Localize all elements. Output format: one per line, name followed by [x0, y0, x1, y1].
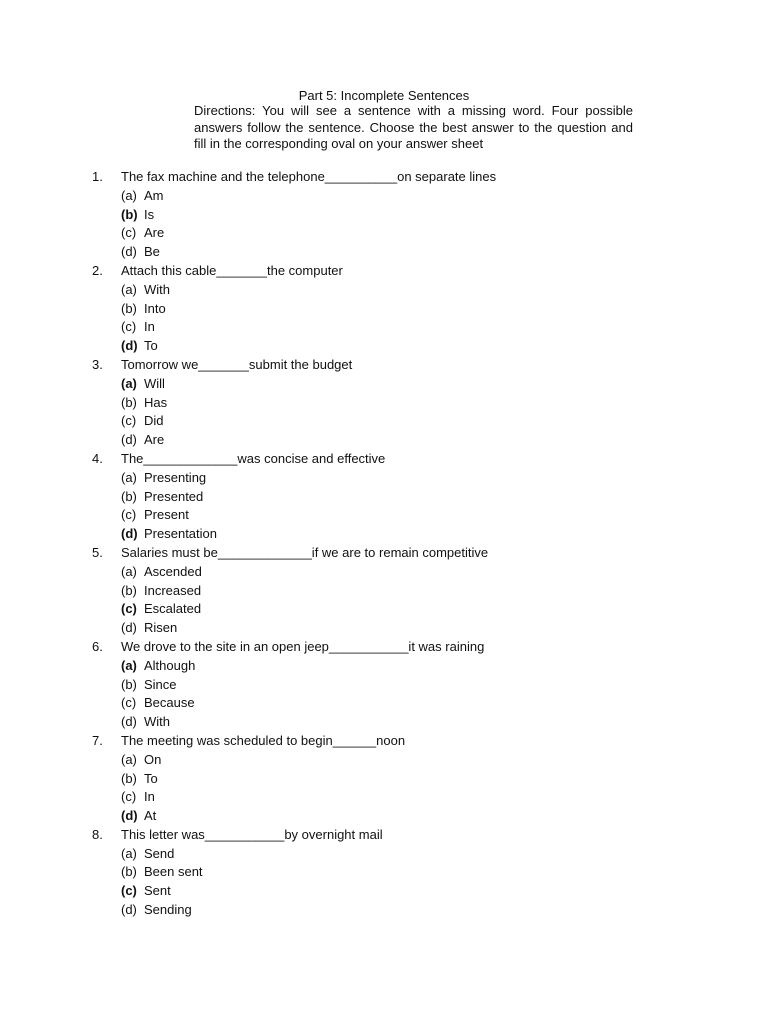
question-number: 4.	[92, 450, 103, 466]
option-text: In	[144, 789, 155, 805]
option-letter: (c)	[121, 225, 137, 241]
directions-block	[194, 103, 633, 153]
question-item	[0, 356, 768, 375]
answer-option	[0, 300, 768, 319]
option-letter: (a)	[121, 845, 137, 861]
question-text: We drove to the site in an open jeep___________it was raining	[121, 638, 485, 654]
option-text: Risen	[144, 620, 178, 636]
option-text: Are	[144, 432, 165, 448]
option-letter: (b)	[121, 300, 137, 316]
answer-option	[0, 657, 768, 676]
option-letter: (c)	[121, 413, 137, 429]
option-letter: (b)	[121, 864, 137, 880]
answer-option	[0, 206, 768, 225]
option-text: Increased	[144, 582, 202, 598]
option-letter: (d)	[121, 432, 137, 448]
question-item	[0, 826, 768, 845]
question-text: Salaries must be_____________if we are to remain competitive	[121, 544, 489, 560]
option-letter: (a)	[121, 281, 137, 297]
option-text: Into	[144, 300, 166, 316]
option-letter: (d)	[121, 620, 137, 636]
option-letter: (c)	[121, 883, 137, 899]
answer-option	[0, 845, 768, 864]
question-number: 7.	[92, 732, 103, 748]
option-text: Has	[144, 394, 168, 410]
answer-option	[0, 187, 768, 206]
option-text: Escalated	[144, 601, 202, 617]
answer-option	[0, 224, 768, 243]
option-letter: (d)	[121, 902, 137, 918]
option-text: To	[144, 770, 158, 786]
option-text: Although	[144, 657, 196, 673]
answer-option	[0, 525, 768, 544]
option-text: Am	[144, 187, 164, 203]
answer-option	[0, 431, 768, 450]
question-item	[0, 450, 768, 469]
option-text: Send	[144, 845, 175, 861]
option-letter: (d)	[121, 714, 137, 730]
answer-option	[0, 863, 768, 882]
option-text: Be	[144, 244, 160, 260]
answer-option	[0, 337, 768, 356]
option-text: Presentation	[144, 526, 217, 542]
question-text: This letter was___________by overnight mail	[121, 826, 383, 842]
option-letter: (a)	[121, 751, 137, 767]
option-text: Been sent	[144, 864, 203, 880]
option-text: On	[144, 751, 162, 767]
option-text: Because	[144, 695, 195, 711]
question-text: The fax machine and the telephone__________on separate lines	[121, 169, 497, 184]
answer-option	[0, 243, 768, 262]
option-letter: (a)	[121, 563, 137, 579]
option-letter: (c)	[121, 319, 137, 335]
answer-option	[0, 281, 768, 300]
answer-option	[0, 751, 768, 770]
option-letter: (b)	[121, 488, 137, 504]
answer-option	[0, 469, 768, 488]
option-text: With	[144, 281, 170, 297]
directions-label: Directions:	[194, 103, 256, 118]
option-letter: (a)	[121, 187, 137, 203]
question-number: 6.	[92, 638, 103, 654]
option-text: Sent	[144, 883, 171, 899]
question-text: The_____________was concise and effective	[121, 450, 386, 466]
option-letter: (c)	[121, 789, 137, 805]
option-letter: (b)	[121, 770, 137, 786]
option-letter: (a)	[121, 657, 137, 673]
option-letter: (d)	[121, 244, 137, 260]
option-text: With	[144, 714, 170, 730]
answer-option	[0, 713, 768, 732]
answer-option	[0, 394, 768, 413]
option-letter: (c)	[121, 601, 137, 617]
answer-option	[0, 600, 768, 619]
option-text: Presenting	[144, 469, 207, 485]
answer-option	[0, 619, 768, 638]
answer-option	[0, 901, 768, 920]
answer-option	[0, 788, 768, 807]
option-text: To	[144, 338, 158, 354]
question-list	[0, 168, 768, 920]
option-text: Ascended	[144, 563, 202, 579]
question-number: 8.	[92, 826, 103, 842]
option-letter: (c)	[121, 507, 137, 523]
question-number: 1.	[92, 169, 103, 184]
answer-option	[0, 412, 768, 431]
answer-option	[0, 676, 768, 695]
question-item	[0, 544, 768, 563]
answer-option	[0, 582, 768, 601]
option-text: Presented	[144, 488, 204, 504]
option-letter: (c)	[121, 695, 137, 711]
answer-option	[0, 807, 768, 826]
answer-option	[0, 506, 768, 525]
option-text: Is	[144, 206, 155, 222]
question-item	[0, 168, 768, 187]
option-letter: (d)	[121, 808, 138, 824]
option-text: Are	[144, 225, 165, 241]
answer-option	[0, 318, 768, 337]
question-item	[0, 638, 768, 657]
option-text: At	[144, 808, 157, 824]
option-text: Did	[144, 413, 164, 429]
answer-option	[0, 563, 768, 582]
answer-option	[0, 694, 768, 713]
question-text: The meeting was scheduled to begin______noon	[121, 732, 406, 748]
option-text: Sending	[144, 902, 192, 918]
answer-option	[0, 770, 768, 789]
question-text: Tomorrow we_______submit the budget	[121, 356, 353, 372]
directions-text: You will see a sentence with a missing word. Four possible answers follow the sentence. Choose the best answer to the question and fill in the corresponding oval on your answer sheet	[194, 103, 633, 151]
option-text: In	[144, 319, 155, 335]
option-letter: (d)	[121, 338, 138, 354]
page-title: Part 5: Incomplete Sentences	[298, 88, 470, 103]
option-text: Since	[144, 676, 177, 692]
option-letter: (b)	[121, 676, 137, 692]
question-item	[0, 732, 768, 751]
option-letter: (d)	[121, 526, 138, 542]
option-letter: (b)	[121, 394, 137, 410]
question-number: 3.	[92, 356, 103, 372]
option-text: Will	[144, 375, 165, 391]
option-letter: (b)	[121, 206, 138, 222]
question-text: Attach this cable_______the computer	[121, 262, 343, 278]
answer-option	[0, 882, 768, 901]
question-number: 2.	[92, 262, 103, 278]
option-letter: (a)	[121, 375, 137, 391]
answer-option	[0, 488, 768, 507]
question-item	[0, 262, 768, 281]
option-text: Present	[144, 507, 189, 523]
option-letter: (b)	[121, 582, 137, 598]
option-letter: (a)	[121, 469, 137, 485]
question-number: 5.	[92, 544, 103, 560]
answer-option	[0, 375, 768, 394]
